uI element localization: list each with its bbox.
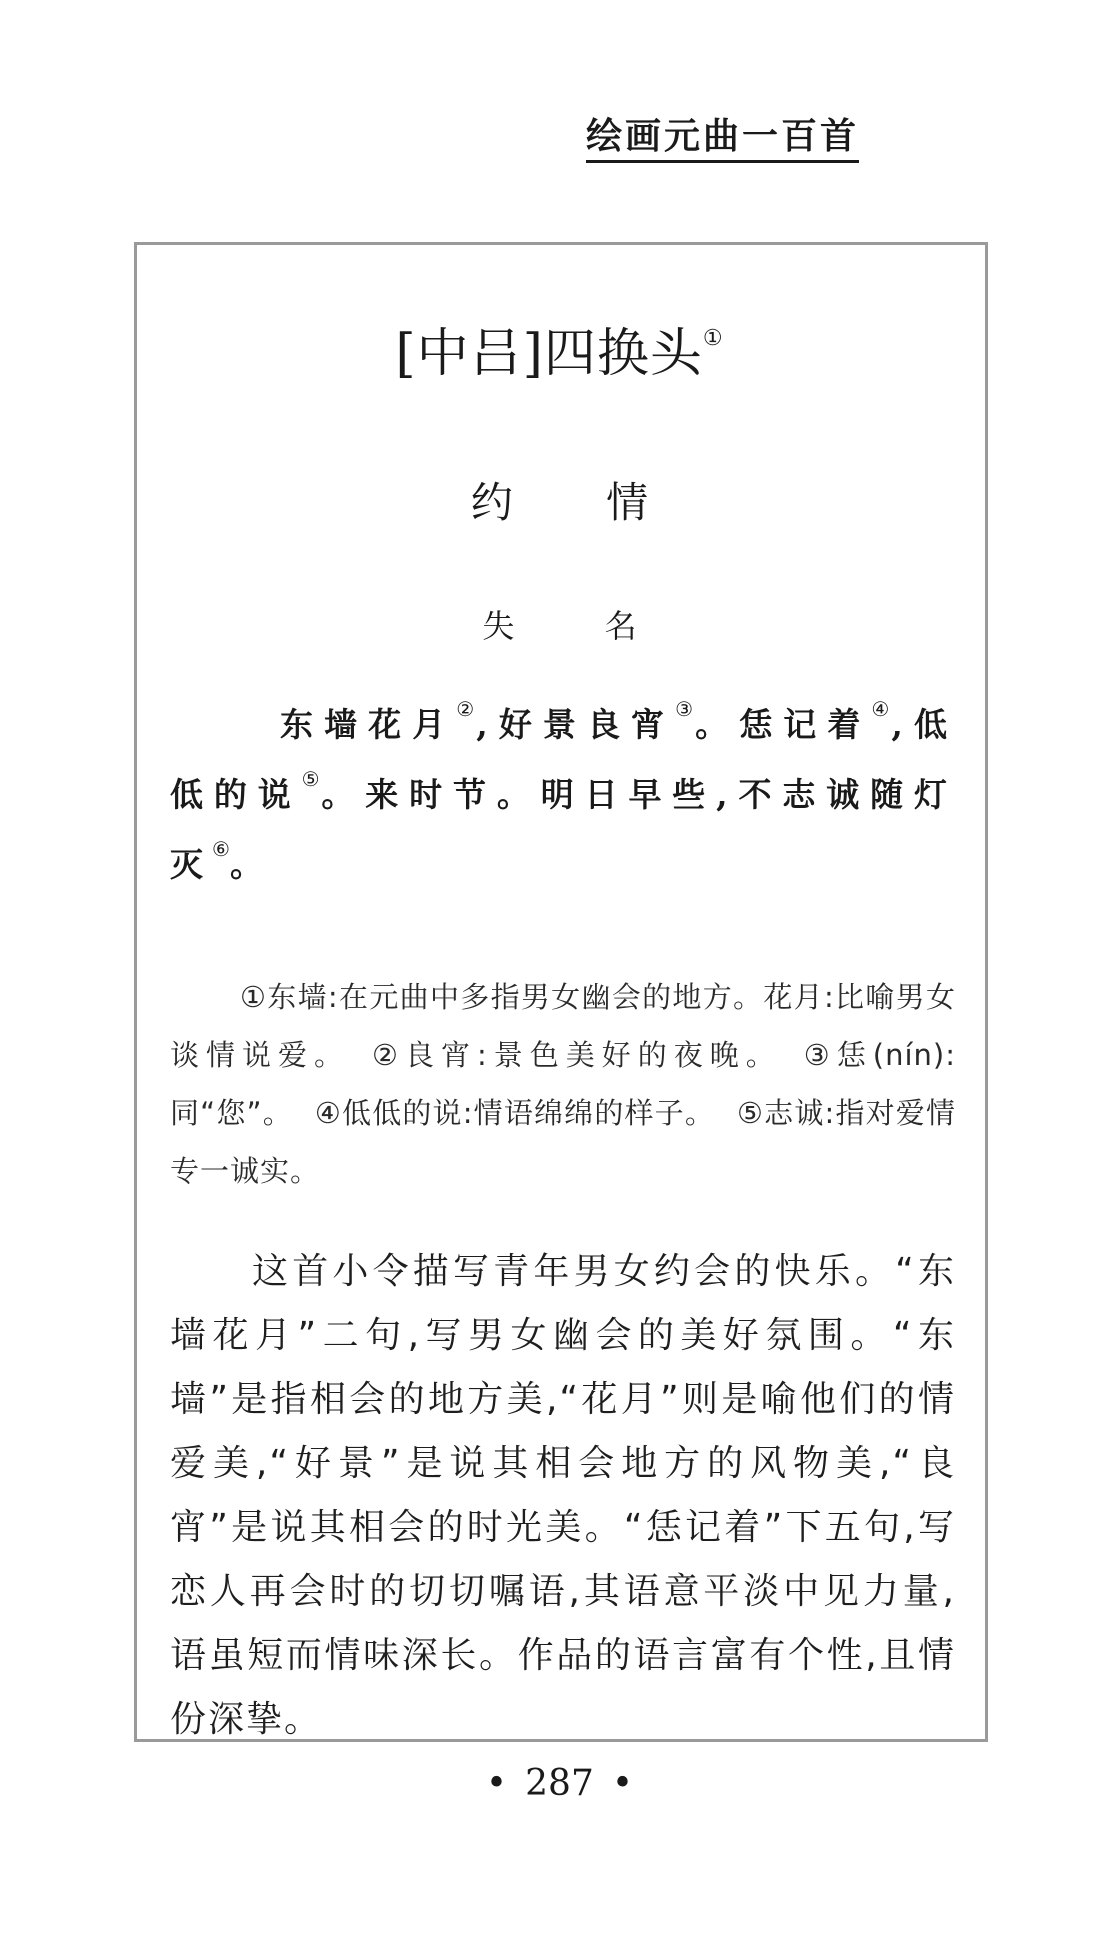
commentary-paragraph: 这首小令描写青年男女约会的快乐。“东墙花月”二句,写男女幽会的美好氛围。“东墙”是指相会的地方美,“花月”则是喻他们的情爱美,“好景”是说其相会地方的风物美,“良宵”是说其相会的时光美。“恁记着”下五句,写恋人再会时的切切嘱语,其语意平淡中见力量,语虽短而情味深长。作品的语言富有个性,且情份深挚。 xyxy=(170,1251,956,1740)
footnote-mark: ④ xyxy=(871,697,892,721)
poem-segment: ,好景良宵 xyxy=(476,705,676,744)
annotations xyxy=(170,968,956,1200)
poem-title: 约 情 xyxy=(470,478,689,527)
dot-right: • xyxy=(611,1763,634,1804)
poem-segment: ,低低的说 xyxy=(170,705,956,814)
footnote-mark: ⑥ xyxy=(212,837,230,861)
page-number-value: 287 xyxy=(525,1763,594,1804)
footnote-mark: ⑤ xyxy=(301,767,322,791)
poem-segment: 。恁记着 xyxy=(695,705,872,744)
annotation-3: ③恁(nín):同“您”。 xyxy=(170,1038,956,1130)
footnote-mark: ③ xyxy=(675,697,696,721)
annotation-2: ②良宵:景色美好的夜晚。 xyxy=(372,1038,782,1072)
footnote-mark: ② xyxy=(456,697,477,721)
qupai-text: [中吕]四换头 xyxy=(395,324,703,384)
annotation-5: ⑤志诚:指对爱情专一诚实。 xyxy=(170,1096,956,1188)
poem-segment: 东墙花月 xyxy=(280,705,457,744)
book-title: 绘画元曲一百首 xyxy=(586,114,859,163)
dot-left: • xyxy=(485,1763,508,1804)
poem-segment: 。 xyxy=(229,845,272,884)
annotation-4: ④低低的说:情语绵绵的样子。 xyxy=(314,1096,716,1130)
poem-text xyxy=(170,690,956,900)
author: 失 名 xyxy=(482,607,677,645)
poem-segment: 。来时节。明日早些,不志诚随灯灭 xyxy=(170,775,956,884)
footnote-mark: ① xyxy=(702,325,724,351)
page-number xyxy=(0,1760,1119,1808)
annotation-1: ①东墙:在元曲中多指男女幽会的地方。花月:比喻男女谈情说爱。 xyxy=(170,980,956,1072)
qupai-title xyxy=(0,322,1119,386)
